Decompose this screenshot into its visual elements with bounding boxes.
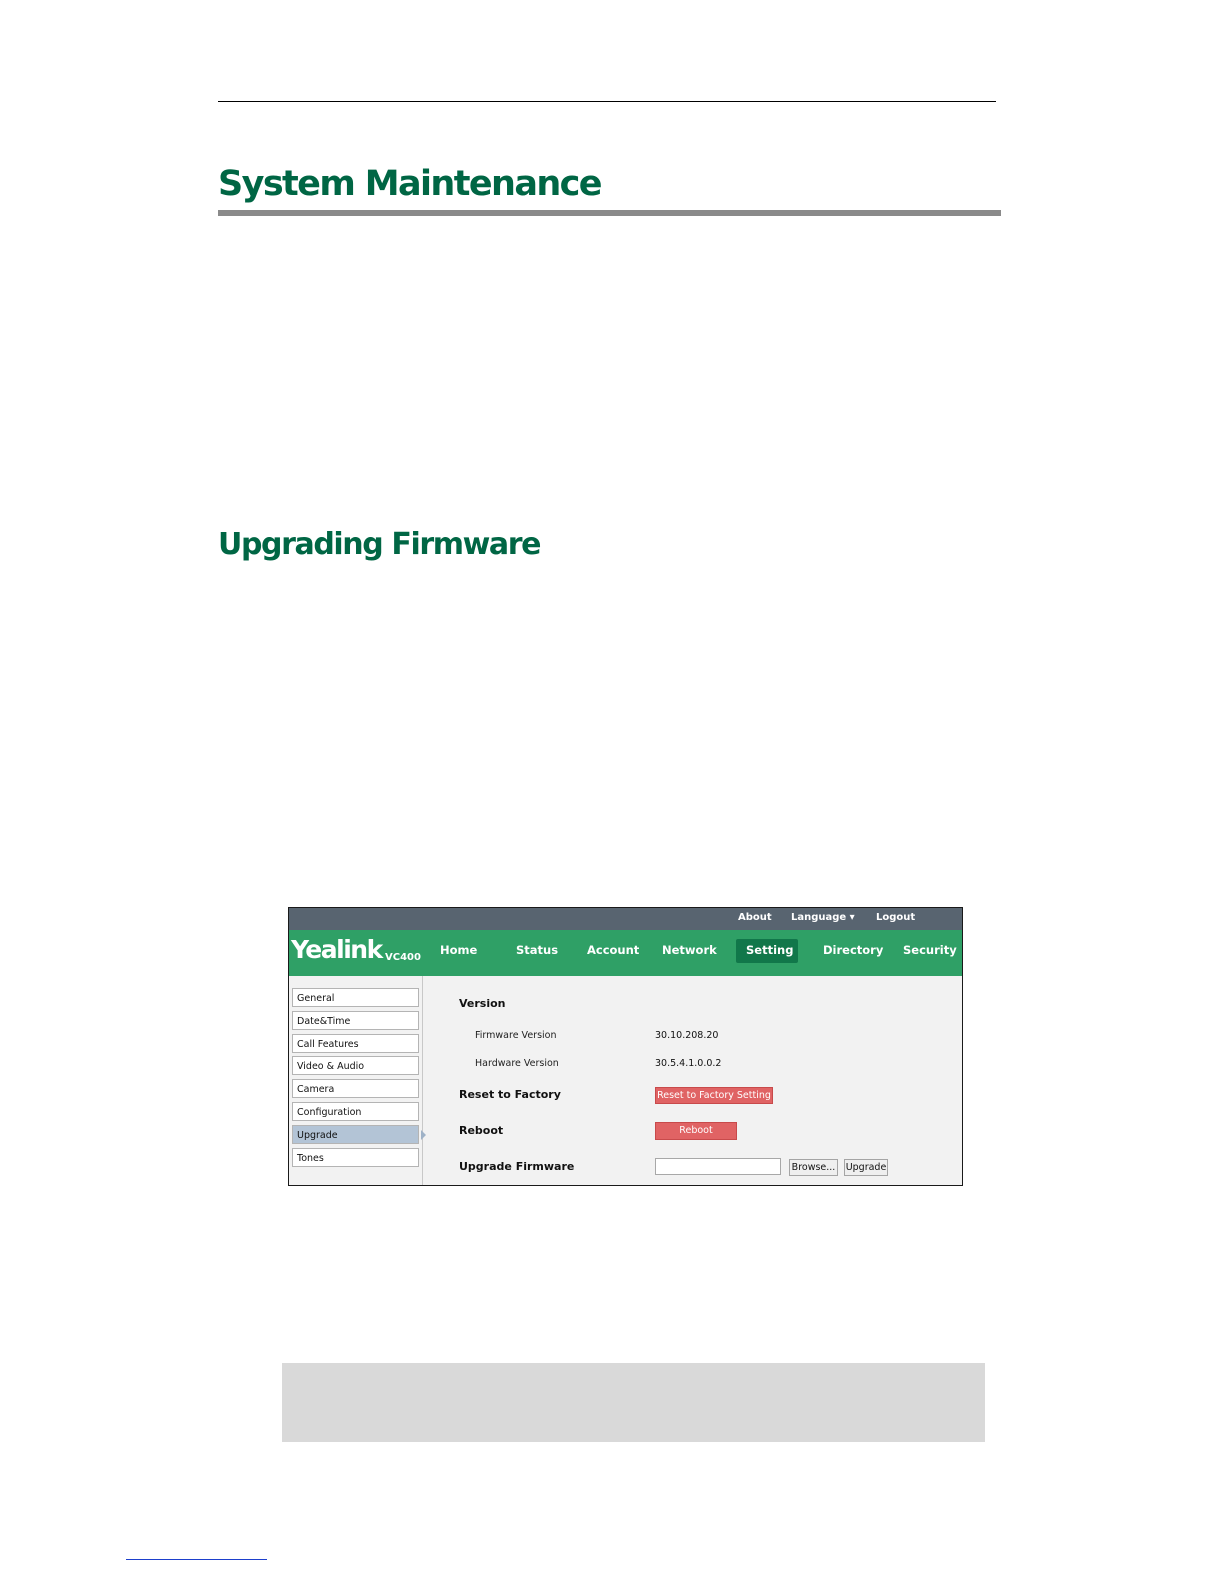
browse-button[interactable]: Browse... (789, 1159, 838, 1176)
reset-factory-button[interactable]: Reset to Factory Setting (655, 1087, 773, 1104)
sidebar-item-call-features[interactable]: Call Features (292, 1034, 419, 1053)
header-rule (218, 101, 996, 102)
sidebar-item-video-audio[interactable]: Video & Audio (292, 1056, 419, 1075)
sidebar-item-general[interactable]: General (292, 988, 419, 1007)
sidebar-item-upgrade[interactable]: Upgrade (292, 1125, 419, 1144)
language-dropdown[interactable]: Language ▾ (791, 912, 855, 923)
nav-home[interactable]: Home (440, 943, 478, 957)
settings-sidebar (289, 976, 423, 1185)
nav-account[interactable]: Account (587, 943, 640, 957)
upgrade-firmware-title: Upgrade Firmware (459, 1160, 575, 1173)
hardware-version-label: Hardware Version (475, 1058, 559, 1069)
nav-security[interactable]: Security (903, 943, 957, 957)
web-ui-screenshot (288, 907, 963, 1186)
chapter-title-underline (218, 210, 1001, 216)
nav-directory[interactable]: Directory (823, 943, 884, 957)
sidebar-item-configuration[interactable]: Configuration (292, 1102, 419, 1121)
logout-link[interactable]: Logout (876, 912, 916, 923)
top-bar (289, 908, 962, 930)
firmware-version-value: 30.10.208.20 (655, 1030, 719, 1041)
main-nav (289, 930, 962, 976)
reboot-button[interactable]: Reboot (655, 1122, 737, 1140)
reboot-title: Reboot (459, 1124, 504, 1137)
model-label: VC400 (385, 952, 421, 963)
nav-setting[interactable]: Setting (746, 943, 794, 957)
version-title: Version (459, 997, 506, 1010)
reset-factory-title: Reset to Factory (459, 1088, 561, 1101)
chapter-title: System Maintenance (218, 164, 601, 204)
sidebar-item-tones[interactable]: Tones (292, 1148, 419, 1167)
note-box (282, 1363, 985, 1442)
firmware-file-input[interactable] (655, 1158, 781, 1175)
firmware-version-label: Firmware Version (475, 1030, 557, 1041)
upgrade-button[interactable]: Upgrade (844, 1159, 888, 1176)
section-title: Upgrading Firmware (218, 527, 541, 562)
about-link[interactable]: About (738, 912, 772, 923)
sidebar-item-datetime[interactable]: Date&Time (292, 1011, 419, 1030)
nav-network[interactable]: Network (662, 943, 717, 957)
sidebar-item-camera[interactable]: Camera (292, 1079, 419, 1098)
hardware-version-value: 30.5.4.1.0.0.2 (655, 1058, 722, 1069)
footer-link-underline (126, 1559, 267, 1560)
brand-logo: Yealink (291, 935, 382, 964)
nav-status[interactable]: Status (516, 943, 559, 957)
active-item-arrow-icon (421, 1130, 426, 1140)
